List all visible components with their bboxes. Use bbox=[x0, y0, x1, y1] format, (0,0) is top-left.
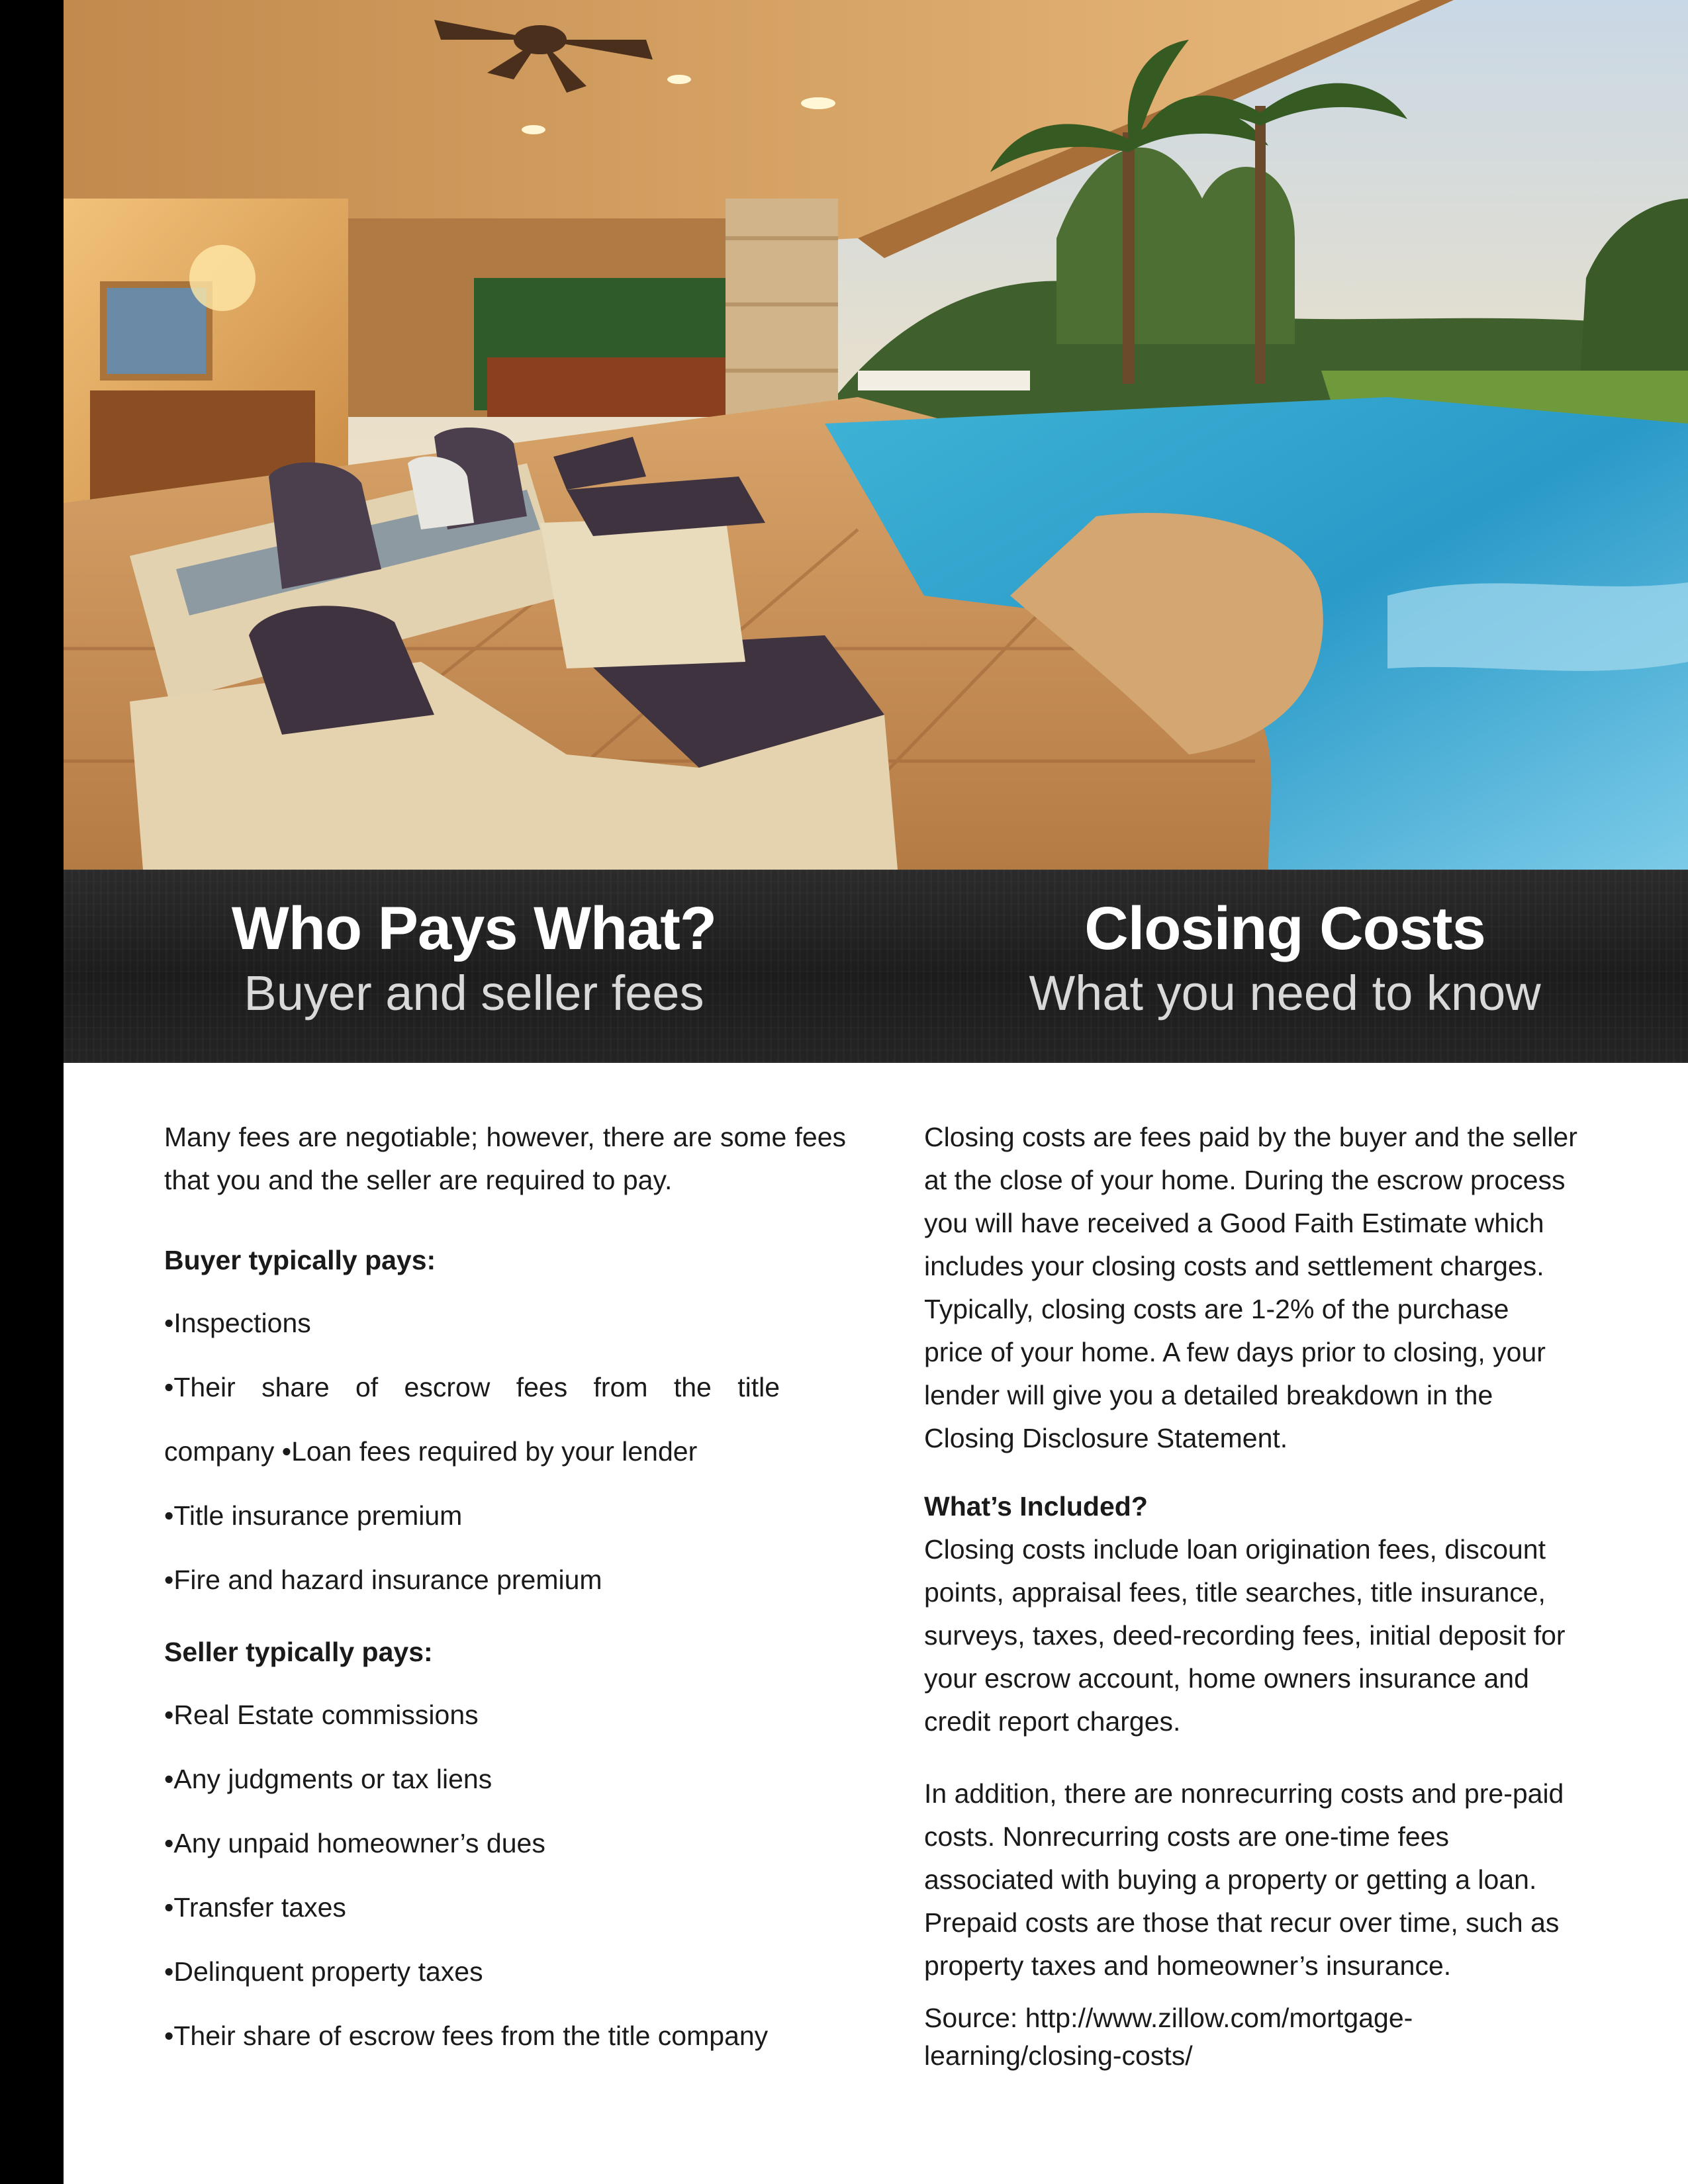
addition-line: In addition, there are nonrecurring costs and pre-paid bbox=[924, 1778, 1564, 1809]
included-line: Closing costs include loan origination fees, discount bbox=[924, 1534, 1546, 1565]
addition-line: associated with buying a property or getting a loan. bbox=[924, 1864, 1537, 1895]
left-column bbox=[164, 1116, 846, 2058]
header-left bbox=[64, 892, 884, 1022]
addition-line: property taxes and homeowner’s insurance. bbox=[924, 1950, 1452, 1981]
seller-item: •Any unpaid homeowner’s dues bbox=[164, 1828, 545, 1858]
intro-line: you will have received a Good Faith Estimate which bbox=[924, 1208, 1544, 1238]
source-line[interactable]: learning/closing-costs/ bbox=[924, 2040, 1193, 2071]
right-title: Closing Costs bbox=[1084, 895, 1485, 962]
intro-line: at the close of your home. During the escrow process bbox=[924, 1165, 1566, 1195]
source-citation bbox=[924, 1999, 1613, 2075]
seller-item: •Any judgments or tax liens bbox=[164, 1764, 492, 1794]
buyer-item: •Their share of escrow fees from the title bbox=[164, 1372, 780, 1402]
included-line: your escrow account, home owners insurance and bbox=[924, 1663, 1529, 1694]
buyer-item: company •Loan fees required by your lender bbox=[164, 1436, 698, 1467]
seller-item: •Their share of escrow fees from the title company bbox=[164, 2021, 769, 2051]
included-line: points, appraisal fees, title searches, title insurance, bbox=[924, 1577, 1546, 1608]
header-right bbox=[831, 892, 1688, 1022]
hero-photo bbox=[64, 0, 1688, 870]
included-heading: What’s Included? bbox=[924, 1491, 1148, 1522]
intro-line: Typically, closing costs are 1-2% of the purchase bbox=[924, 1294, 1509, 1324]
intro-line: Closing costs are fees paid by the buyer and the seller bbox=[924, 1122, 1577, 1152]
intro-line: lender will give you a detailed breakdown in the bbox=[924, 1380, 1493, 1410]
included-paragraph bbox=[924, 1528, 1613, 1743]
right-column bbox=[924, 1116, 1613, 2075]
right-subtitle: What you need to know bbox=[1029, 966, 1541, 1021]
seller-list bbox=[164, 1694, 846, 2058]
seller-item: •Transfer taxes bbox=[164, 1892, 346, 1923]
buyer-heading: Buyer typically pays: bbox=[164, 1245, 436, 1275]
left-title: Who Pays What? bbox=[231, 895, 717, 962]
buyer-list bbox=[164, 1302, 846, 1602]
left-subtitle: Buyer and seller fees bbox=[244, 966, 704, 1021]
intro-line: price of your home. A few days prior to closing, your bbox=[924, 1337, 1546, 1367]
intro-line: includes your closing costs and settlement charges. bbox=[924, 1251, 1544, 1281]
seller-item: •Delinquent property taxes bbox=[164, 1956, 483, 1987]
included-line: surveys, taxes, deed-recording fees, initial deposit for bbox=[924, 1620, 1566, 1651]
left-black-bar bbox=[0, 0, 64, 2184]
addition-line: costs. Nonrecurring costs are one-time fees bbox=[924, 1821, 1449, 1852]
included-line: credit report charges. bbox=[924, 1706, 1181, 1737]
buyer-item: •Title insurance premium bbox=[164, 1500, 463, 1531]
left-intro: Many fees are negotiable; however, there are some fees that you and the seller are required to pay. bbox=[164, 1122, 846, 1195]
source-line[interactable]: Source: http://www.zillow.com/mortgage- bbox=[924, 2003, 1413, 2033]
intro-line: Closing Disclosure Statement. bbox=[924, 1423, 1288, 1453]
right-intro bbox=[924, 1116, 1613, 1460]
addition-line: Prepaid costs are those that recur over time, such as bbox=[924, 1907, 1560, 1938]
buyer-item: •Inspections bbox=[164, 1308, 311, 1338]
header-band bbox=[64, 870, 1688, 1063]
seller-heading: Seller typically pays: bbox=[164, 1637, 433, 1667]
addition-paragraph bbox=[924, 1772, 1613, 1987]
buyer-item: •Fire and hazard insurance premium bbox=[164, 1565, 602, 1595]
patio-pool-illustration bbox=[64, 0, 1688, 870]
seller-item: •Real Estate commissions bbox=[164, 1700, 479, 1730]
